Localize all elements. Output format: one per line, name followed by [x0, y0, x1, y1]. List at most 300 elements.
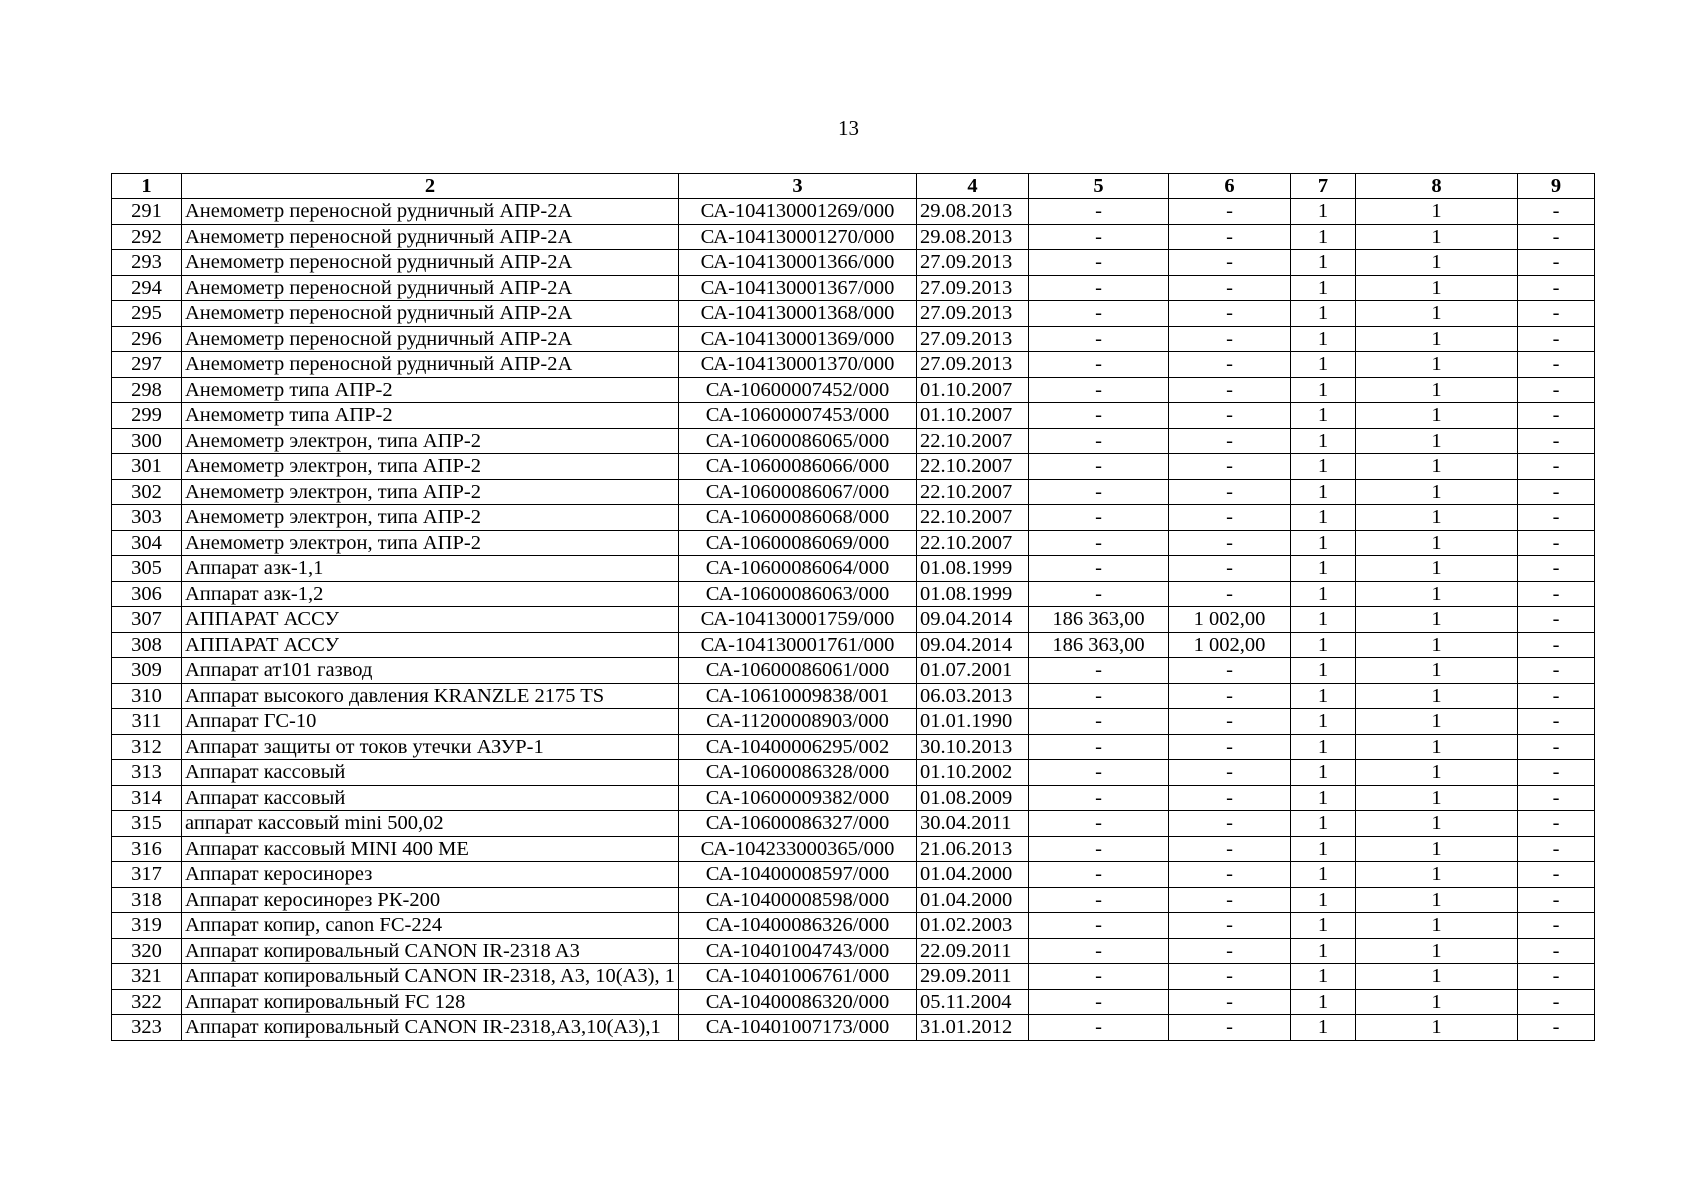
value-9-cell: -	[1518, 989, 1595, 1015]
value-6-cell: -	[1169, 352, 1291, 378]
row-number-cell: 319	[112, 913, 182, 939]
item-name-cell: Анемометр типа АПР-2	[182, 403, 679, 429]
value-5-cell: -	[1029, 887, 1169, 913]
value-7-cell: 1	[1291, 836, 1356, 862]
value-5-cell: -	[1029, 989, 1169, 1015]
item-name-cell: АППАРАТ АССУ	[182, 607, 679, 633]
inventory-number-cell: СА-10400008597/000	[679, 862, 917, 888]
row-number-cell: 307	[112, 607, 182, 633]
inventory-number-cell: СА-10400008598/000	[679, 887, 917, 913]
value-9-cell: -	[1518, 964, 1595, 990]
inventory-number-cell: СА-10401006761/000	[679, 964, 917, 990]
table-row	[112, 938, 1595, 964]
row-number-cell: 312	[112, 734, 182, 760]
date-cell: 27.09.2013	[917, 326, 1029, 352]
row-number-cell: 304	[112, 530, 182, 556]
item-name-cell: Аппарат копировальный CANON IR-2318, A3, 10(A3), 1	[182, 964, 679, 990]
value-7-cell: 1	[1291, 734, 1356, 760]
value-5-cell: -	[1029, 326, 1169, 352]
value-5-cell: -	[1029, 811, 1169, 837]
value-6-cell: -	[1169, 887, 1291, 913]
inventory-number-cell: СА-104130001369/000	[679, 326, 917, 352]
date-cell: 27.09.2013	[917, 301, 1029, 327]
value-6-cell: -	[1169, 199, 1291, 225]
value-5-cell: -	[1029, 199, 1169, 225]
item-name-cell: Аппарат керосинорез РК-200	[182, 887, 679, 913]
inventory-number-cell: СА-10400086320/000	[679, 989, 917, 1015]
value-7-cell: 1	[1291, 275, 1356, 301]
value-7-cell: 1	[1291, 199, 1356, 225]
item-name-cell: Аппарат высокого давления KRANZLE 2175 TS	[182, 683, 679, 709]
inventory-number-cell: СА-10600007452/000	[679, 377, 917, 403]
inventory-number-cell: СА-10600007453/000	[679, 403, 917, 429]
row-number-cell: 295	[112, 301, 182, 327]
value-8-cell: 1	[1356, 760, 1518, 786]
inventory-number-cell: СА-10600009382/000	[679, 785, 917, 811]
value-5-cell: -	[1029, 1015, 1169, 1041]
value-6-cell: -	[1169, 275, 1291, 301]
value-8-cell: 1	[1356, 607, 1518, 633]
row-number-cell: 316	[112, 836, 182, 862]
column-header: 9	[1518, 174, 1595, 199]
item-name-cell: Анемометр переносной рудничный АПР-2А	[182, 301, 679, 327]
value-5-cell: 186 363,00	[1029, 632, 1169, 658]
table-row	[112, 811, 1595, 837]
column-header: 6	[1169, 174, 1291, 199]
inventory-number-cell: СА-104130001761/000	[679, 632, 917, 658]
table-row	[112, 632, 1595, 658]
value-6-cell: -	[1169, 301, 1291, 327]
value-9-cell: -	[1518, 301, 1595, 327]
value-7-cell: 1	[1291, 862, 1356, 888]
value-5-cell: -	[1029, 530, 1169, 556]
date-cell: 27.09.2013	[917, 352, 1029, 378]
row-number-cell: 293	[112, 250, 182, 276]
value-8-cell: 1	[1356, 709, 1518, 735]
value-8-cell: 1	[1356, 224, 1518, 250]
value-5-cell: -	[1029, 760, 1169, 786]
table-row	[112, 250, 1595, 276]
value-7-cell: 1	[1291, 581, 1356, 607]
value-5-cell: -	[1029, 377, 1169, 403]
item-name-cell: Аппарат кассовый	[182, 785, 679, 811]
inventory-table	[111, 173, 1595, 1041]
value-6-cell: -	[1169, 734, 1291, 760]
value-6-cell: -	[1169, 403, 1291, 429]
table-row	[112, 1015, 1595, 1041]
item-name-cell: Аппарат копировальный CANON IR-2318 A3	[182, 938, 679, 964]
table-row	[112, 301, 1595, 327]
value-9-cell: -	[1518, 428, 1595, 454]
value-7-cell: 1	[1291, 530, 1356, 556]
value-6-cell: -	[1169, 250, 1291, 276]
value-6-cell: -	[1169, 683, 1291, 709]
value-6-cell: -	[1169, 479, 1291, 505]
table-row	[112, 836, 1595, 862]
table-row	[112, 403, 1595, 429]
table-header-row	[112, 174, 1595, 199]
value-9-cell: -	[1518, 607, 1595, 633]
value-9-cell: -	[1518, 454, 1595, 480]
item-name-cell: Анемометр электрон, типа АПР-2	[182, 428, 679, 454]
item-name-cell: Аппарат керосинорез	[182, 862, 679, 888]
table-row	[112, 658, 1595, 684]
inventory-number-cell: СА-104130001269/000	[679, 199, 917, 225]
item-name-cell: Аппарат кассовый	[182, 760, 679, 786]
value-6-cell: -	[1169, 505, 1291, 531]
item-name-cell: Анемометр переносной рудничный АПР-2А	[182, 275, 679, 301]
item-name-cell: Анемометр электрон, типа АПР-2	[182, 454, 679, 480]
value-8-cell: 1	[1356, 785, 1518, 811]
inventory-number-cell: СА-10600086061/000	[679, 658, 917, 684]
table-row	[112, 224, 1595, 250]
value-7-cell: 1	[1291, 913, 1356, 939]
value-9-cell: -	[1518, 199, 1595, 225]
inventory-number-cell: СА-10600086069/000	[679, 530, 917, 556]
value-5-cell: -	[1029, 454, 1169, 480]
value-8-cell: 1	[1356, 454, 1518, 480]
value-9-cell: -	[1518, 811, 1595, 837]
item-name-cell: Аппарат азк-1,1	[182, 556, 679, 582]
value-5-cell: -	[1029, 964, 1169, 990]
inventory-number-cell: СА-104233000365/000	[679, 836, 917, 862]
value-6-cell: -	[1169, 658, 1291, 684]
inventory-number-cell: СА-10600086065/000	[679, 428, 917, 454]
inventory-number-cell: СА-10600086068/000	[679, 505, 917, 531]
page-number: 13	[838, 116, 859, 140]
inventory-number-cell: СА-10610009838/001	[679, 683, 917, 709]
value-6-cell: 1 002,00	[1169, 632, 1291, 658]
value-5-cell: -	[1029, 581, 1169, 607]
value-5-cell: -	[1029, 301, 1169, 327]
row-number-cell: 291	[112, 199, 182, 225]
inventory-number-cell: СА-104130001368/000	[679, 301, 917, 327]
value-8-cell: 1	[1356, 403, 1518, 429]
value-8-cell: 1	[1356, 505, 1518, 531]
value-5-cell: -	[1029, 683, 1169, 709]
value-7-cell: 1	[1291, 301, 1356, 327]
column-header: 5	[1029, 174, 1169, 199]
value-9-cell: -	[1518, 556, 1595, 582]
value-8-cell: 1	[1356, 836, 1518, 862]
date-cell: 22.10.2007	[917, 505, 1029, 531]
value-8-cell: 1	[1356, 530, 1518, 556]
value-7-cell: 1	[1291, 326, 1356, 352]
value-7-cell: 1	[1291, 989, 1356, 1015]
value-9-cell: -	[1518, 275, 1595, 301]
item-name-cell: Анемометр электрон, типа АПР-2	[182, 479, 679, 505]
item-name-cell: Анемометр переносной рудничный АПР-2А	[182, 250, 679, 276]
date-cell: 29.08.2013	[917, 199, 1029, 225]
table-row	[112, 275, 1595, 301]
item-name-cell: Анемометр переносной рудничный АПР-2А	[182, 326, 679, 352]
table-row	[112, 913, 1595, 939]
value-8-cell: 1	[1356, 964, 1518, 990]
item-name-cell: Аппарат копировальный CANON IR-2318,A3,10(A3),1	[182, 1015, 679, 1041]
inventory-number-cell: СА-10400006295/002	[679, 734, 917, 760]
date-cell: 30.10.2013	[917, 734, 1029, 760]
table-row	[112, 862, 1595, 888]
item-name-cell: Аппарат ат101 газвод	[182, 658, 679, 684]
value-6-cell: -	[1169, 1015, 1291, 1041]
inventory-number-cell: СА-10600086327/000	[679, 811, 917, 837]
value-6-cell: -	[1169, 989, 1291, 1015]
value-9-cell: -	[1518, 377, 1595, 403]
table-row	[112, 479, 1595, 505]
value-5-cell: -	[1029, 913, 1169, 939]
value-7-cell: 1	[1291, 811, 1356, 837]
inventory-number-cell: СА-10600086328/000	[679, 760, 917, 786]
value-8-cell: 1	[1356, 658, 1518, 684]
date-cell: 27.09.2013	[917, 275, 1029, 301]
date-cell: 06.03.2013	[917, 683, 1029, 709]
item-name-cell: аппарат кассовый mini 500,02	[182, 811, 679, 837]
value-5-cell: -	[1029, 479, 1169, 505]
table-row	[112, 505, 1595, 531]
date-cell: 09.04.2014	[917, 607, 1029, 633]
item-name-cell: Анемометр переносной рудничный АПР-2А	[182, 224, 679, 250]
table-row	[112, 887, 1595, 913]
date-cell: 01.08.2009	[917, 785, 1029, 811]
value-8-cell: 1	[1356, 811, 1518, 837]
item-name-cell: Аппарат копир, canon FC-224	[182, 913, 679, 939]
row-number-cell: 323	[112, 1015, 182, 1041]
column-header: 4	[917, 174, 1029, 199]
row-number-cell: 294	[112, 275, 182, 301]
inventory-number-cell: СА-10401007173/000	[679, 1015, 917, 1041]
value-6-cell: -	[1169, 326, 1291, 352]
value-8-cell: 1	[1356, 734, 1518, 760]
date-cell: 01.04.2000	[917, 862, 1029, 888]
value-6-cell: -	[1169, 530, 1291, 556]
value-9-cell: -	[1518, 224, 1595, 250]
value-8-cell: 1	[1356, 326, 1518, 352]
date-cell: 05.11.2004	[917, 989, 1029, 1015]
inventory-number-cell: СА-104130001270/000	[679, 224, 917, 250]
row-number-cell: 317	[112, 862, 182, 888]
row-number-cell: 298	[112, 377, 182, 403]
date-cell: 22.09.2011	[917, 938, 1029, 964]
row-number-cell: 302	[112, 479, 182, 505]
value-6-cell: -	[1169, 785, 1291, 811]
value-6-cell: -	[1169, 581, 1291, 607]
value-5-cell: -	[1029, 862, 1169, 888]
value-5-cell: -	[1029, 938, 1169, 964]
date-cell: 01.08.1999	[917, 581, 1029, 607]
value-7-cell: 1	[1291, 377, 1356, 403]
value-7-cell: 1	[1291, 479, 1356, 505]
value-6-cell: -	[1169, 964, 1291, 990]
row-number-cell: 308	[112, 632, 182, 658]
value-6-cell: -	[1169, 760, 1291, 786]
value-9-cell: -	[1518, 734, 1595, 760]
value-5-cell: -	[1029, 556, 1169, 582]
inventory-number-cell: СА-104130001367/000	[679, 275, 917, 301]
value-7-cell: 1	[1291, 1015, 1356, 1041]
column-header: 8	[1356, 174, 1518, 199]
value-9-cell: -	[1518, 530, 1595, 556]
value-5-cell: -	[1029, 275, 1169, 301]
table-row	[112, 326, 1595, 352]
date-cell: 01.04.2000	[917, 887, 1029, 913]
value-6-cell: -	[1169, 556, 1291, 582]
row-number-cell: 300	[112, 428, 182, 454]
date-cell: 29.09.2011	[917, 964, 1029, 990]
value-8-cell: 1	[1356, 938, 1518, 964]
value-9-cell: -	[1518, 1015, 1595, 1041]
table-row	[112, 530, 1595, 556]
value-8-cell: 1	[1356, 556, 1518, 582]
row-number-cell: 299	[112, 403, 182, 429]
value-6-cell: -	[1169, 913, 1291, 939]
value-9-cell: -	[1518, 479, 1595, 505]
value-7-cell: 1	[1291, 250, 1356, 276]
value-6-cell: -	[1169, 454, 1291, 480]
value-5-cell: -	[1029, 658, 1169, 684]
column-header: 3	[679, 174, 917, 199]
row-number-cell: 297	[112, 352, 182, 378]
item-name-cell: Аппарат защиты от токов утечки АЗУР-1	[182, 734, 679, 760]
value-8-cell: 1	[1356, 581, 1518, 607]
date-cell: 09.04.2014	[917, 632, 1029, 658]
row-number-cell: 301	[112, 454, 182, 480]
value-8-cell: 1	[1356, 301, 1518, 327]
value-9-cell: -	[1518, 581, 1595, 607]
date-cell: 31.01.2012	[917, 1015, 1029, 1041]
date-cell: 01.01.1990	[917, 709, 1029, 735]
row-number-cell: 292	[112, 224, 182, 250]
item-name-cell: Аппарат кассовый MINI 400 ME	[182, 836, 679, 862]
value-5-cell: -	[1029, 836, 1169, 862]
value-7-cell: 1	[1291, 938, 1356, 964]
value-9-cell: -	[1518, 709, 1595, 735]
inventory-number-cell: СА-10401004743/000	[679, 938, 917, 964]
value-9-cell: -	[1518, 632, 1595, 658]
table-row	[112, 199, 1595, 225]
value-8-cell: 1	[1356, 250, 1518, 276]
value-8-cell: 1	[1356, 862, 1518, 888]
value-9-cell: -	[1518, 505, 1595, 531]
value-7-cell: 1	[1291, 658, 1356, 684]
value-7-cell: 1	[1291, 760, 1356, 786]
table-row	[112, 352, 1595, 378]
value-5-cell: 186 363,00	[1029, 607, 1169, 633]
value-8-cell: 1	[1356, 428, 1518, 454]
value-8-cell: 1	[1356, 913, 1518, 939]
value-7-cell: 1	[1291, 428, 1356, 454]
table-row	[112, 581, 1595, 607]
item-name-cell: Аппарат азк-1,2	[182, 581, 679, 607]
date-cell: 22.10.2007	[917, 454, 1029, 480]
table-row	[112, 556, 1595, 582]
value-5-cell: -	[1029, 505, 1169, 531]
value-5-cell: -	[1029, 352, 1169, 378]
row-number-cell: 296	[112, 326, 182, 352]
value-9-cell: -	[1518, 913, 1595, 939]
value-6-cell: 1 002,00	[1169, 607, 1291, 633]
row-number-cell: 309	[112, 658, 182, 684]
value-7-cell: 1	[1291, 224, 1356, 250]
value-6-cell: -	[1169, 811, 1291, 837]
row-number-cell: 320	[112, 938, 182, 964]
item-name-cell: Анемометр переносной рудничный АПР-2А	[182, 199, 679, 225]
value-6-cell: -	[1169, 377, 1291, 403]
item-name-cell: Аппарат ГС-10	[182, 709, 679, 735]
value-7-cell: 1	[1291, 607, 1356, 633]
table-row	[112, 428, 1595, 454]
row-number-cell: 313	[112, 760, 182, 786]
table-row	[112, 454, 1595, 480]
date-cell: 01.07.2001	[917, 658, 1029, 684]
value-9-cell: -	[1518, 887, 1595, 913]
value-9-cell: -	[1518, 658, 1595, 684]
value-8-cell: 1	[1356, 352, 1518, 378]
value-8-cell: 1	[1356, 989, 1518, 1015]
date-cell: 01.10.2007	[917, 403, 1029, 429]
column-header: 7	[1291, 174, 1356, 199]
inventory-number-cell: СА-104130001366/000	[679, 250, 917, 276]
row-number-cell: 303	[112, 505, 182, 531]
value-5-cell: -	[1029, 709, 1169, 735]
value-9-cell: -	[1518, 250, 1595, 276]
table-row	[112, 709, 1595, 735]
row-number-cell: 310	[112, 683, 182, 709]
value-8-cell: 1	[1356, 199, 1518, 225]
item-name-cell: Анемометр типа АПР-2	[182, 377, 679, 403]
value-6-cell: -	[1169, 836, 1291, 862]
table-row	[112, 760, 1595, 786]
row-number-cell: 305	[112, 556, 182, 582]
value-7-cell: 1	[1291, 403, 1356, 429]
value-7-cell: 1	[1291, 454, 1356, 480]
value-8-cell: 1	[1356, 479, 1518, 505]
table-row	[112, 683, 1595, 709]
date-cell: 01.10.2002	[917, 760, 1029, 786]
value-8-cell: 1	[1356, 1015, 1518, 1041]
date-cell: 21.06.2013	[917, 836, 1029, 862]
value-9-cell: -	[1518, 938, 1595, 964]
value-5-cell: -	[1029, 224, 1169, 250]
value-7-cell: 1	[1291, 556, 1356, 582]
value-5-cell: -	[1029, 403, 1169, 429]
table-row	[112, 989, 1595, 1015]
value-9-cell: -	[1518, 836, 1595, 862]
row-number-cell: 322	[112, 989, 182, 1015]
table-row	[112, 964, 1595, 990]
inventory-number-cell: СА-10600086066/000	[679, 454, 917, 480]
value-8-cell: 1	[1356, 683, 1518, 709]
date-cell: 01.10.2007	[917, 377, 1029, 403]
value-5-cell: -	[1029, 250, 1169, 276]
row-number-cell: 318	[112, 887, 182, 913]
inventory-number-cell: СА-104130001759/000	[679, 607, 917, 633]
item-name-cell: Анемометр электрон, типа АПР-2	[182, 530, 679, 556]
value-7-cell: 1	[1291, 632, 1356, 658]
item-name-cell: АППАРАТ АССУ	[182, 632, 679, 658]
date-cell: 01.02.2003	[917, 913, 1029, 939]
value-8-cell: 1	[1356, 377, 1518, 403]
value-6-cell: -	[1169, 938, 1291, 964]
row-number-cell: 311	[112, 709, 182, 735]
row-number-cell: 306	[112, 581, 182, 607]
value-6-cell: -	[1169, 862, 1291, 888]
date-cell: 22.10.2007	[917, 530, 1029, 556]
value-9-cell: -	[1518, 785, 1595, 811]
value-8-cell: 1	[1356, 275, 1518, 301]
value-8-cell: 1	[1356, 632, 1518, 658]
value-6-cell: -	[1169, 428, 1291, 454]
value-7-cell: 1	[1291, 352, 1356, 378]
